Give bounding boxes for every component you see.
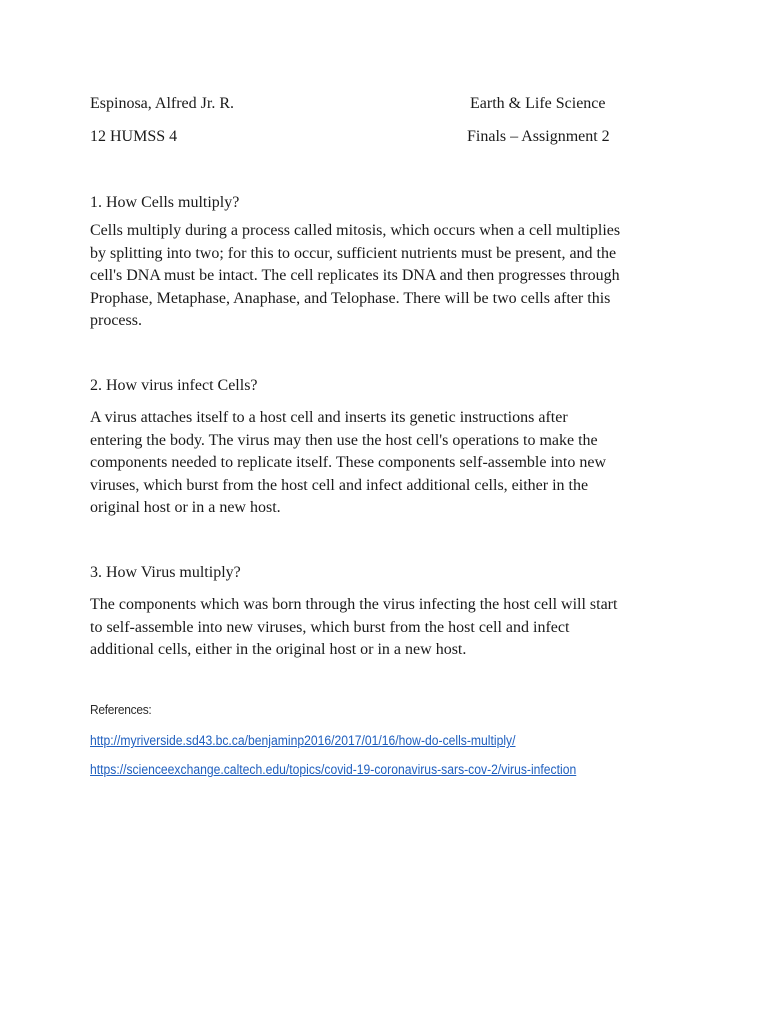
class-section: 12 HUMSS 4 (90, 128, 178, 145)
subject-title: Earth & Life Science (470, 95, 606, 112)
answer-line: Prophase, Metaphase, Anaphase, and Telophase. There will be two cells after this (90, 289, 611, 307)
answer-line: to self-assemble into new viruses, which burst from the host cell and infect (90, 618, 570, 636)
answer-line: A virus attaches itself to a host cell and inserts its genetic instructions after (90, 409, 568, 426)
answer-3 (90, 594, 690, 662)
answer-1 (90, 220, 690, 333)
references-label: References: (90, 702, 152, 717)
reference-link[interactable]: http://myriverside.sd43.bc.ca/benjaminp2016/2017/01/16/how-do-cells-multiply/ (90, 733, 516, 748)
reference-link[interactable]: https://scienceexchange.caltech.edu/topics/covid-19-coronavirus-sars-cov-2/virus-infection (90, 762, 577, 777)
answer-line: additional cells, either in the original host or in a new host. (90, 641, 467, 658)
question-1: 1. How Cells multiply? (90, 194, 240, 211)
assignment-title: Finals – Assignment 2 (467, 128, 610, 145)
student-name: Espinosa, Alfred Jr. R. (90, 95, 234, 112)
answer-line: The components which was born through the virus infecting the host cell will start (90, 596, 618, 613)
answer-2 (90, 407, 690, 520)
answer-line: original host or in a new host. (90, 499, 281, 516)
answer-line: viruses, which burst from the host cell and infect additional cells, either in the (90, 476, 589, 494)
question-3: 3. How Virus multiply? (90, 564, 241, 581)
answer-line: Cells multiply during a process called mitosis, which occurs when a cell multiplies (90, 222, 621, 239)
question-2: 2. How virus infect Cells? (90, 377, 258, 394)
answer-line: components needed to replicate itself. These components self-assemble into new (90, 454, 606, 471)
answer-line: cell's DNA must be intact. The cell replicates its DNA and then progresses through (90, 267, 620, 284)
answer-line: by splitting into two; for this to occur, sufficient nutrients must be present, and the (90, 244, 617, 262)
answer-line: entering the body. The virus may then use the host cell's operations to make the (90, 431, 598, 449)
answer-line: process. (90, 312, 142, 329)
